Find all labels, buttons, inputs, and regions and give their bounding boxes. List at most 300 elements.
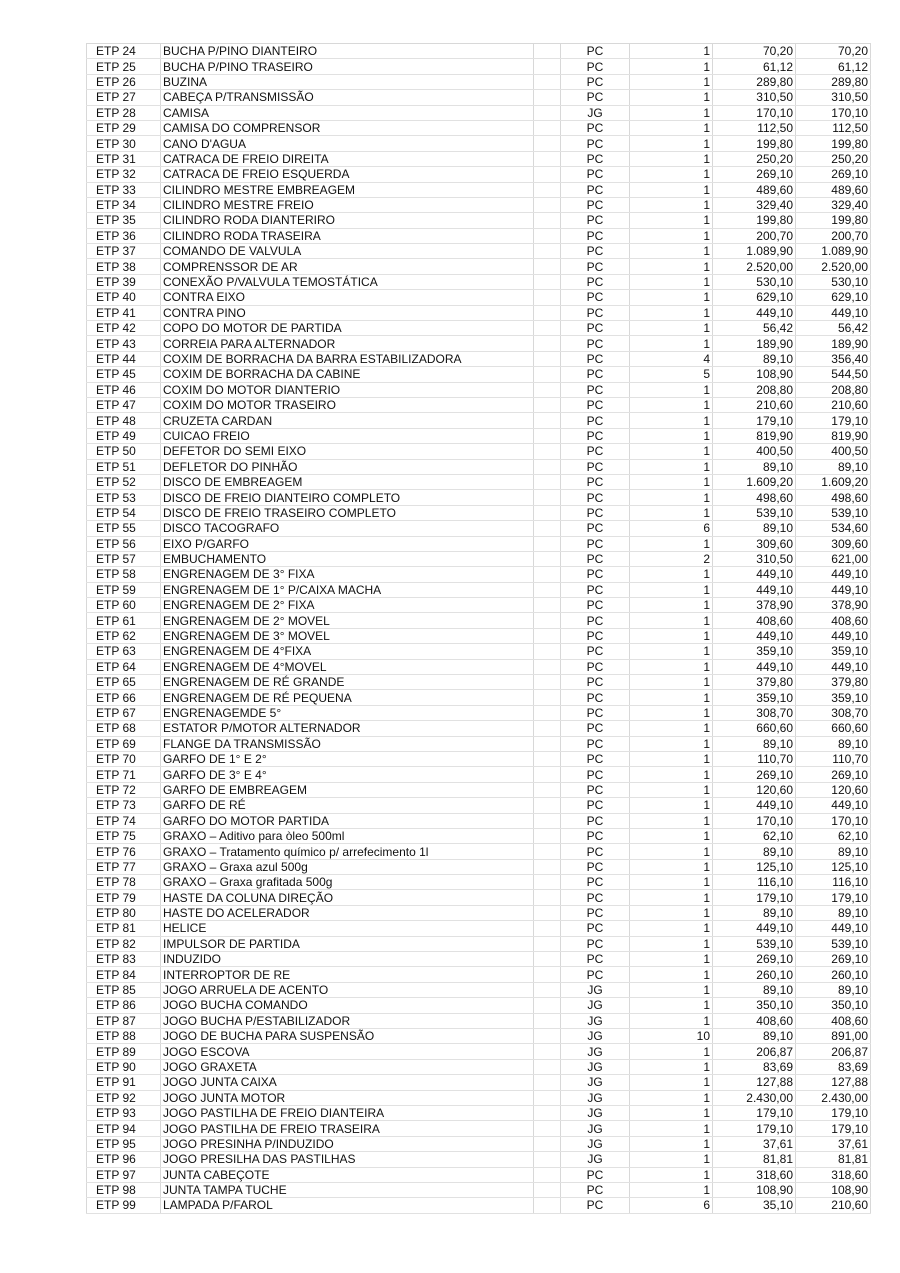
item-unit-price: 89,10	[713, 844, 796, 859]
item-unit: JG	[561, 1136, 630, 1151]
item-unit: PC	[561, 213, 630, 228]
item-description: GRAXO – Graxa grafitada 500g	[161, 875, 534, 890]
item-unit: PC	[561, 459, 630, 474]
item-description: GARFO DE RÉ	[161, 798, 534, 813]
item-unit-price: 206,87	[713, 1044, 796, 1059]
table-row	[87, 167, 871, 182]
item-unit-price: 89,10	[713, 982, 796, 997]
item-quantity: 1	[630, 274, 713, 289]
item-description: JOGO JUNTA CAIXA	[161, 1075, 534, 1090]
item-code: ETP 33	[87, 182, 161, 197]
item-description: CANO D'AGUA	[161, 136, 534, 151]
item-unit-price: 170,10	[713, 813, 796, 828]
table-row	[87, 1013, 871, 1028]
table-row	[87, 1075, 871, 1090]
item-unit-price: 35,10	[713, 1198, 796, 1213]
blank-cell	[534, 1105, 561, 1120]
blank-cell	[534, 397, 561, 412]
item-code: ETP 70	[87, 751, 161, 766]
item-unit-price: 498,60	[713, 490, 796, 505]
item-total-price: 1.609,20	[796, 474, 871, 489]
blank-cell	[534, 90, 561, 105]
item-description: JOGO ARRUELA DE ACENTO	[161, 982, 534, 997]
item-description: CILINDRO RODA TRASEIRA	[161, 228, 534, 243]
item-unit-price: 539,10	[713, 505, 796, 520]
item-total-price: 309,60	[796, 536, 871, 551]
item-code: ETP 37	[87, 244, 161, 259]
item-description: HASTE DO ACELERADOR	[161, 905, 534, 920]
blank-cell	[534, 274, 561, 289]
item-total-price: 110,70	[796, 751, 871, 766]
item-code: ETP 93	[87, 1105, 161, 1120]
item-total-price: 269,10	[796, 167, 871, 182]
blank-cell	[534, 490, 561, 505]
blank-cell	[534, 875, 561, 890]
item-unit: PC	[561, 582, 630, 597]
table-row	[87, 875, 871, 890]
table-row	[87, 628, 871, 643]
item-unit-price: 210,60	[713, 397, 796, 412]
item-unit-price: 108,90	[713, 1182, 796, 1197]
item-unit-price: 70,20	[713, 44, 796, 59]
table-row	[87, 936, 871, 951]
item-description: GRAXO – Tratamento químico p/ arrefecimento 1l	[161, 844, 534, 859]
item-quantity: 1	[630, 1059, 713, 1074]
blank-cell	[534, 952, 561, 967]
item-quantity: 1	[630, 228, 713, 243]
blank-cell	[534, 428, 561, 443]
item-total-price: 200,70	[796, 228, 871, 243]
item-unit-price: 260,10	[713, 967, 796, 982]
item-quantity: 1	[630, 120, 713, 135]
blank-cell	[534, 182, 561, 197]
item-quantity: 1	[630, 782, 713, 797]
table-row	[87, 998, 871, 1013]
item-description: CONEXÃO P/VALVULA TEMOSTÁTICA	[161, 274, 534, 289]
item-total-price: 449,10	[796, 628, 871, 643]
blank-cell	[534, 444, 561, 459]
item-total-price: 449,10	[796, 921, 871, 936]
item-quantity: 1	[630, 736, 713, 751]
item-unit: PC	[561, 274, 630, 289]
item-unit-price: 449,10	[713, 305, 796, 320]
item-total-price: 530,10	[796, 274, 871, 289]
blank-cell	[534, 105, 561, 120]
blank-cell	[534, 628, 561, 643]
item-quantity: 1	[630, 413, 713, 428]
item-quantity: 1	[630, 428, 713, 443]
item-unit-price: 408,60	[713, 1013, 796, 1028]
item-description: BUZINA	[161, 74, 534, 89]
item-quantity: 1	[630, 59, 713, 74]
table-row	[87, 213, 871, 228]
item-total-price: 621,00	[796, 551, 871, 566]
blank-cell	[534, 197, 561, 212]
item-code: ETP 60	[87, 598, 161, 613]
table-row	[87, 1121, 871, 1136]
item-unit-price: 56,42	[713, 321, 796, 336]
item-unit-price: 310,50	[713, 90, 796, 105]
item-unit-price: 530,10	[713, 274, 796, 289]
item-unit-price: 125,10	[713, 859, 796, 874]
table-row	[87, 798, 871, 813]
item-total-price: 210,60	[796, 1198, 871, 1213]
item-unit: PC	[561, 859, 630, 874]
blank-cell	[534, 659, 561, 674]
item-description: CAMISA DO COMPRENSOR	[161, 120, 534, 135]
item-code: ETP 32	[87, 167, 161, 182]
table-row	[87, 1044, 871, 1059]
item-total-price: 1.089,90	[796, 244, 871, 259]
table-row	[87, 721, 871, 736]
item-unit: PC	[561, 90, 630, 105]
blank-cell	[534, 413, 561, 428]
item-unit-price: 110,70	[713, 751, 796, 766]
item-quantity: 1	[630, 536, 713, 551]
item-description: JOGO PRESILHA DAS PASTILHAS	[161, 1152, 534, 1167]
item-description: CONTRA EIXO	[161, 290, 534, 305]
blank-cell	[534, 1044, 561, 1059]
item-total-price: 120,60	[796, 782, 871, 797]
item-total-price: 269,10	[796, 952, 871, 967]
table-row	[87, 982, 871, 997]
item-quantity: 1	[630, 305, 713, 320]
blank-cell	[534, 813, 561, 828]
item-code: ETP 28	[87, 105, 161, 120]
item-description: INTERROPTOR DE RE	[161, 967, 534, 982]
item-description: CATRACA DE FREIO ESQUERDA	[161, 167, 534, 182]
blank-cell	[534, 921, 561, 936]
item-total-price: 539,10	[796, 936, 871, 951]
item-quantity: 10	[630, 1029, 713, 1044]
item-unit: PC	[561, 490, 630, 505]
item-code: ETP 53	[87, 490, 161, 505]
item-quantity: 1	[630, 890, 713, 905]
item-unit: PC	[561, 351, 630, 366]
item-quantity: 1	[630, 828, 713, 843]
item-total-price: 89,10	[796, 844, 871, 859]
item-total-price: 70,20	[796, 44, 871, 59]
item-unit-price: 269,10	[713, 952, 796, 967]
blank-cell	[534, 782, 561, 797]
table-row	[87, 413, 871, 428]
item-description: IMPULSOR DE PARTIDA	[161, 936, 534, 951]
blank-cell	[534, 244, 561, 259]
item-unit: PC	[561, 705, 630, 720]
item-description: ENGRENAGEMDE 5°	[161, 705, 534, 720]
item-code: ETP 92	[87, 1090, 161, 1105]
item-code: ETP 63	[87, 644, 161, 659]
item-code: ETP 25	[87, 59, 161, 74]
item-total-price: 179,10	[796, 890, 871, 905]
item-description: INDUZIDO	[161, 952, 534, 967]
item-unit-price: 309,60	[713, 536, 796, 551]
blank-cell	[534, 567, 561, 582]
item-unit-price: 318,60	[713, 1167, 796, 1182]
item-code: ETP 55	[87, 521, 161, 536]
item-code: ETP 76	[87, 844, 161, 859]
blank-cell	[534, 767, 561, 782]
table-row	[87, 859, 871, 874]
item-description: JOGO GRAXETA	[161, 1059, 534, 1074]
item-unit: JG	[561, 1105, 630, 1120]
item-unit: PC	[561, 967, 630, 982]
item-unit: PC	[561, 936, 630, 951]
item-unit-price: 89,10	[713, 351, 796, 366]
blank-cell	[534, 1167, 561, 1182]
item-total-price: 449,10	[796, 798, 871, 813]
item-unit: PC	[561, 952, 630, 967]
item-total-price: 179,10	[796, 1121, 871, 1136]
blank-cell	[534, 136, 561, 151]
table-row	[87, 382, 871, 397]
item-code: ETP 88	[87, 1029, 161, 1044]
item-unit: PC	[561, 598, 630, 613]
item-description: ENGRENAGEM DE 1° P/CAIXA MACHA	[161, 582, 534, 597]
item-code: ETP 49	[87, 428, 161, 443]
item-quantity: 1	[630, 936, 713, 951]
blank-cell	[534, 751, 561, 766]
item-quantity: 1	[630, 844, 713, 859]
item-quantity: 1	[630, 459, 713, 474]
item-quantity: 1	[630, 1090, 713, 1105]
item-description: JOGO PRESINHA P/INDUZIDO	[161, 1136, 534, 1151]
item-unit-price: 408,60	[713, 613, 796, 628]
blank-cell	[534, 905, 561, 920]
item-code: ETP 68	[87, 721, 161, 736]
item-code: ETP 84	[87, 967, 161, 982]
item-code: ETP 41	[87, 305, 161, 320]
item-description: DEFLETOR DO PINHÃO	[161, 459, 534, 474]
blank-cell	[534, 74, 561, 89]
item-unit-price: 89,10	[713, 905, 796, 920]
item-code: ETP 73	[87, 798, 161, 813]
item-description: DISCO DE EMBREAGEM	[161, 474, 534, 489]
item-description: HASTE DA COLUNA DIREÇÃO	[161, 890, 534, 905]
item-total-price: 206,87	[796, 1044, 871, 1059]
table-row	[87, 336, 871, 351]
item-quantity: 1	[630, 74, 713, 89]
item-unit: PC	[561, 813, 630, 828]
item-description: COPO DO MOTOR DE PARTIDA	[161, 321, 534, 336]
item-quantity: 1	[630, 444, 713, 459]
table-row	[87, 736, 871, 751]
item-code: ETP 72	[87, 782, 161, 797]
item-code: ETP 64	[87, 659, 161, 674]
item-unit: JG	[561, 982, 630, 997]
item-code: ETP 31	[87, 151, 161, 166]
table-row	[87, 675, 871, 690]
item-total-price: 310,50	[796, 90, 871, 105]
item-quantity: 1	[630, 1121, 713, 1136]
item-description: DISCO DE FREIO DIANTEIRO COMPLETO	[161, 490, 534, 505]
item-total-price: 350,10	[796, 998, 871, 1013]
blank-cell	[534, 290, 561, 305]
table-row	[87, 474, 871, 489]
item-code: ETP 51	[87, 459, 161, 474]
table-row	[87, 751, 871, 766]
item-unit-price: 400,50	[713, 444, 796, 459]
table-row	[87, 44, 871, 59]
item-unit-price: 660,60	[713, 721, 796, 736]
item-description: ENGRENAGEM DE 4°MOVEL	[161, 659, 534, 674]
blank-cell	[534, 1013, 561, 1028]
blank-cell	[534, 982, 561, 997]
item-total-price: 379,80	[796, 675, 871, 690]
item-code: ETP 89	[87, 1044, 161, 1059]
item-unit-price: 539,10	[713, 936, 796, 951]
item-code: ETP 75	[87, 828, 161, 843]
item-total-price: 408,60	[796, 613, 871, 628]
item-description: CILINDRO RODA DIANTERIRO	[161, 213, 534, 228]
item-unit: PC	[561, 120, 630, 135]
item-code: ETP 44	[87, 351, 161, 366]
item-quantity: 1	[630, 798, 713, 813]
item-total-price: 891,00	[796, 1029, 871, 1044]
item-quantity: 1	[630, 1013, 713, 1028]
item-unit: PC	[561, 536, 630, 551]
item-quantity: 1	[630, 582, 713, 597]
item-unit-price: 37,61	[713, 1136, 796, 1151]
item-unit-price: 199,80	[713, 136, 796, 151]
item-unit: PC	[561, 1198, 630, 1213]
item-quantity: 1	[630, 197, 713, 212]
item-unit-price: 289,80	[713, 74, 796, 89]
blank-cell	[534, 798, 561, 813]
item-code: ETP 27	[87, 90, 161, 105]
item-quantity: 1	[630, 1044, 713, 1059]
item-code: ETP 79	[87, 890, 161, 905]
item-code: ETP 39	[87, 274, 161, 289]
item-quantity: 1	[630, 751, 713, 766]
item-quantity: 1	[630, 505, 713, 520]
item-description: HELICE	[161, 921, 534, 936]
item-total-price: 289,80	[796, 74, 871, 89]
item-unit-price: 200,70	[713, 228, 796, 243]
item-unit: PC	[561, 767, 630, 782]
blank-cell	[534, 521, 561, 536]
item-total-price: 449,10	[796, 582, 871, 597]
item-description: ENGRENAGEM DE RÉ PEQUENA	[161, 690, 534, 705]
item-unit: PC	[561, 567, 630, 582]
table-row	[87, 397, 871, 412]
item-unit-price: 329,40	[713, 197, 796, 212]
item-total-price: 89,10	[796, 982, 871, 997]
item-unit: PC	[561, 59, 630, 74]
item-code: ETP 54	[87, 505, 161, 520]
item-description: COXIM DO MOTOR TRASEIRO	[161, 397, 534, 412]
item-unit-price: 449,10	[713, 567, 796, 582]
item-unit-price: 199,80	[713, 213, 796, 228]
item-code: ETP 90	[87, 1059, 161, 1074]
item-unit: PC	[561, 197, 630, 212]
item-quantity: 1	[630, 1152, 713, 1167]
item-quantity: 1	[630, 875, 713, 890]
item-description: JOGO PASTILHA DE FREIO TRASEIRA	[161, 1121, 534, 1136]
item-unit: PC	[561, 675, 630, 690]
item-description: JOGO PASTILHA DE FREIO DIANTEIRA	[161, 1105, 534, 1120]
item-unit: PC	[561, 628, 630, 643]
item-quantity: 1	[630, 1075, 713, 1090]
item-unit-price: 359,10	[713, 644, 796, 659]
table-row	[87, 1152, 871, 1167]
item-unit: PC	[561, 521, 630, 536]
blank-cell	[534, 228, 561, 243]
item-unit-price: 127,88	[713, 1075, 796, 1090]
item-unit: PC	[561, 890, 630, 905]
item-total-price: 125,10	[796, 859, 871, 874]
item-unit-price: 629,10	[713, 290, 796, 305]
item-total-price: 210,60	[796, 397, 871, 412]
item-total-price: 660,60	[796, 721, 871, 736]
item-unit-price: 208,80	[713, 382, 796, 397]
item-quantity: 1	[630, 182, 713, 197]
item-unit: PC	[561, 798, 630, 813]
item-description: ENGRENAGEM DE RÉ GRANDE	[161, 675, 534, 690]
parts-table-body	[87, 44, 871, 1214]
item-unit-price: 61,12	[713, 59, 796, 74]
item-code: ETP 99	[87, 1198, 161, 1213]
item-total-price: 89,10	[796, 459, 871, 474]
item-unit: PC	[561, 828, 630, 843]
item-code: ETP 74	[87, 813, 161, 828]
item-code: ETP 58	[87, 567, 161, 582]
item-unit: JG	[561, 1090, 630, 1105]
blank-cell	[534, 367, 561, 382]
table-row	[87, 244, 871, 259]
item-quantity: 6	[630, 521, 713, 536]
item-unit: PC	[561, 336, 630, 351]
item-unit: PC	[561, 428, 630, 443]
item-quantity: 1	[630, 244, 713, 259]
item-code: ETP 26	[87, 74, 161, 89]
item-description: JOGO JUNTA MOTOR	[161, 1090, 534, 1105]
table-row	[87, 459, 871, 474]
table-row	[87, 105, 871, 120]
item-quantity: 1	[630, 1105, 713, 1120]
item-total-price: 534,60	[796, 521, 871, 536]
table-row	[87, 890, 871, 905]
item-quantity: 1	[630, 967, 713, 982]
item-unit: PC	[561, 782, 630, 797]
item-unit: PC	[561, 397, 630, 412]
item-total-price: 400,50	[796, 444, 871, 459]
item-unit-price: 449,10	[713, 798, 796, 813]
item-unit: PC	[561, 382, 630, 397]
item-total-price: 127,88	[796, 1075, 871, 1090]
table-row	[87, 644, 871, 659]
item-total-price: 108,90	[796, 1182, 871, 1197]
blank-cell	[534, 690, 561, 705]
item-total-price: 359,10	[796, 690, 871, 705]
item-unit-price: 89,10	[713, 459, 796, 474]
item-unit-price: 189,90	[713, 336, 796, 351]
blank-cell	[534, 120, 561, 135]
item-description: GRAXO – Graxa azul 500g	[161, 859, 534, 874]
blank-cell	[534, 151, 561, 166]
blank-cell	[534, 613, 561, 628]
item-unit: PC	[561, 474, 630, 489]
item-unit-price: 310,50	[713, 551, 796, 566]
item-total-price: 179,10	[796, 413, 871, 428]
item-description: COXIM DE BORRACHA DA BARRA ESTABILIZADORA	[161, 351, 534, 366]
item-unit: PC	[561, 413, 630, 428]
item-description: JUNTA CABEÇOTE	[161, 1167, 534, 1182]
item-description: DEFETOR DO SEMI EIXO	[161, 444, 534, 459]
blank-cell	[534, 598, 561, 613]
blank-cell	[534, 1136, 561, 1151]
table-row	[87, 952, 871, 967]
